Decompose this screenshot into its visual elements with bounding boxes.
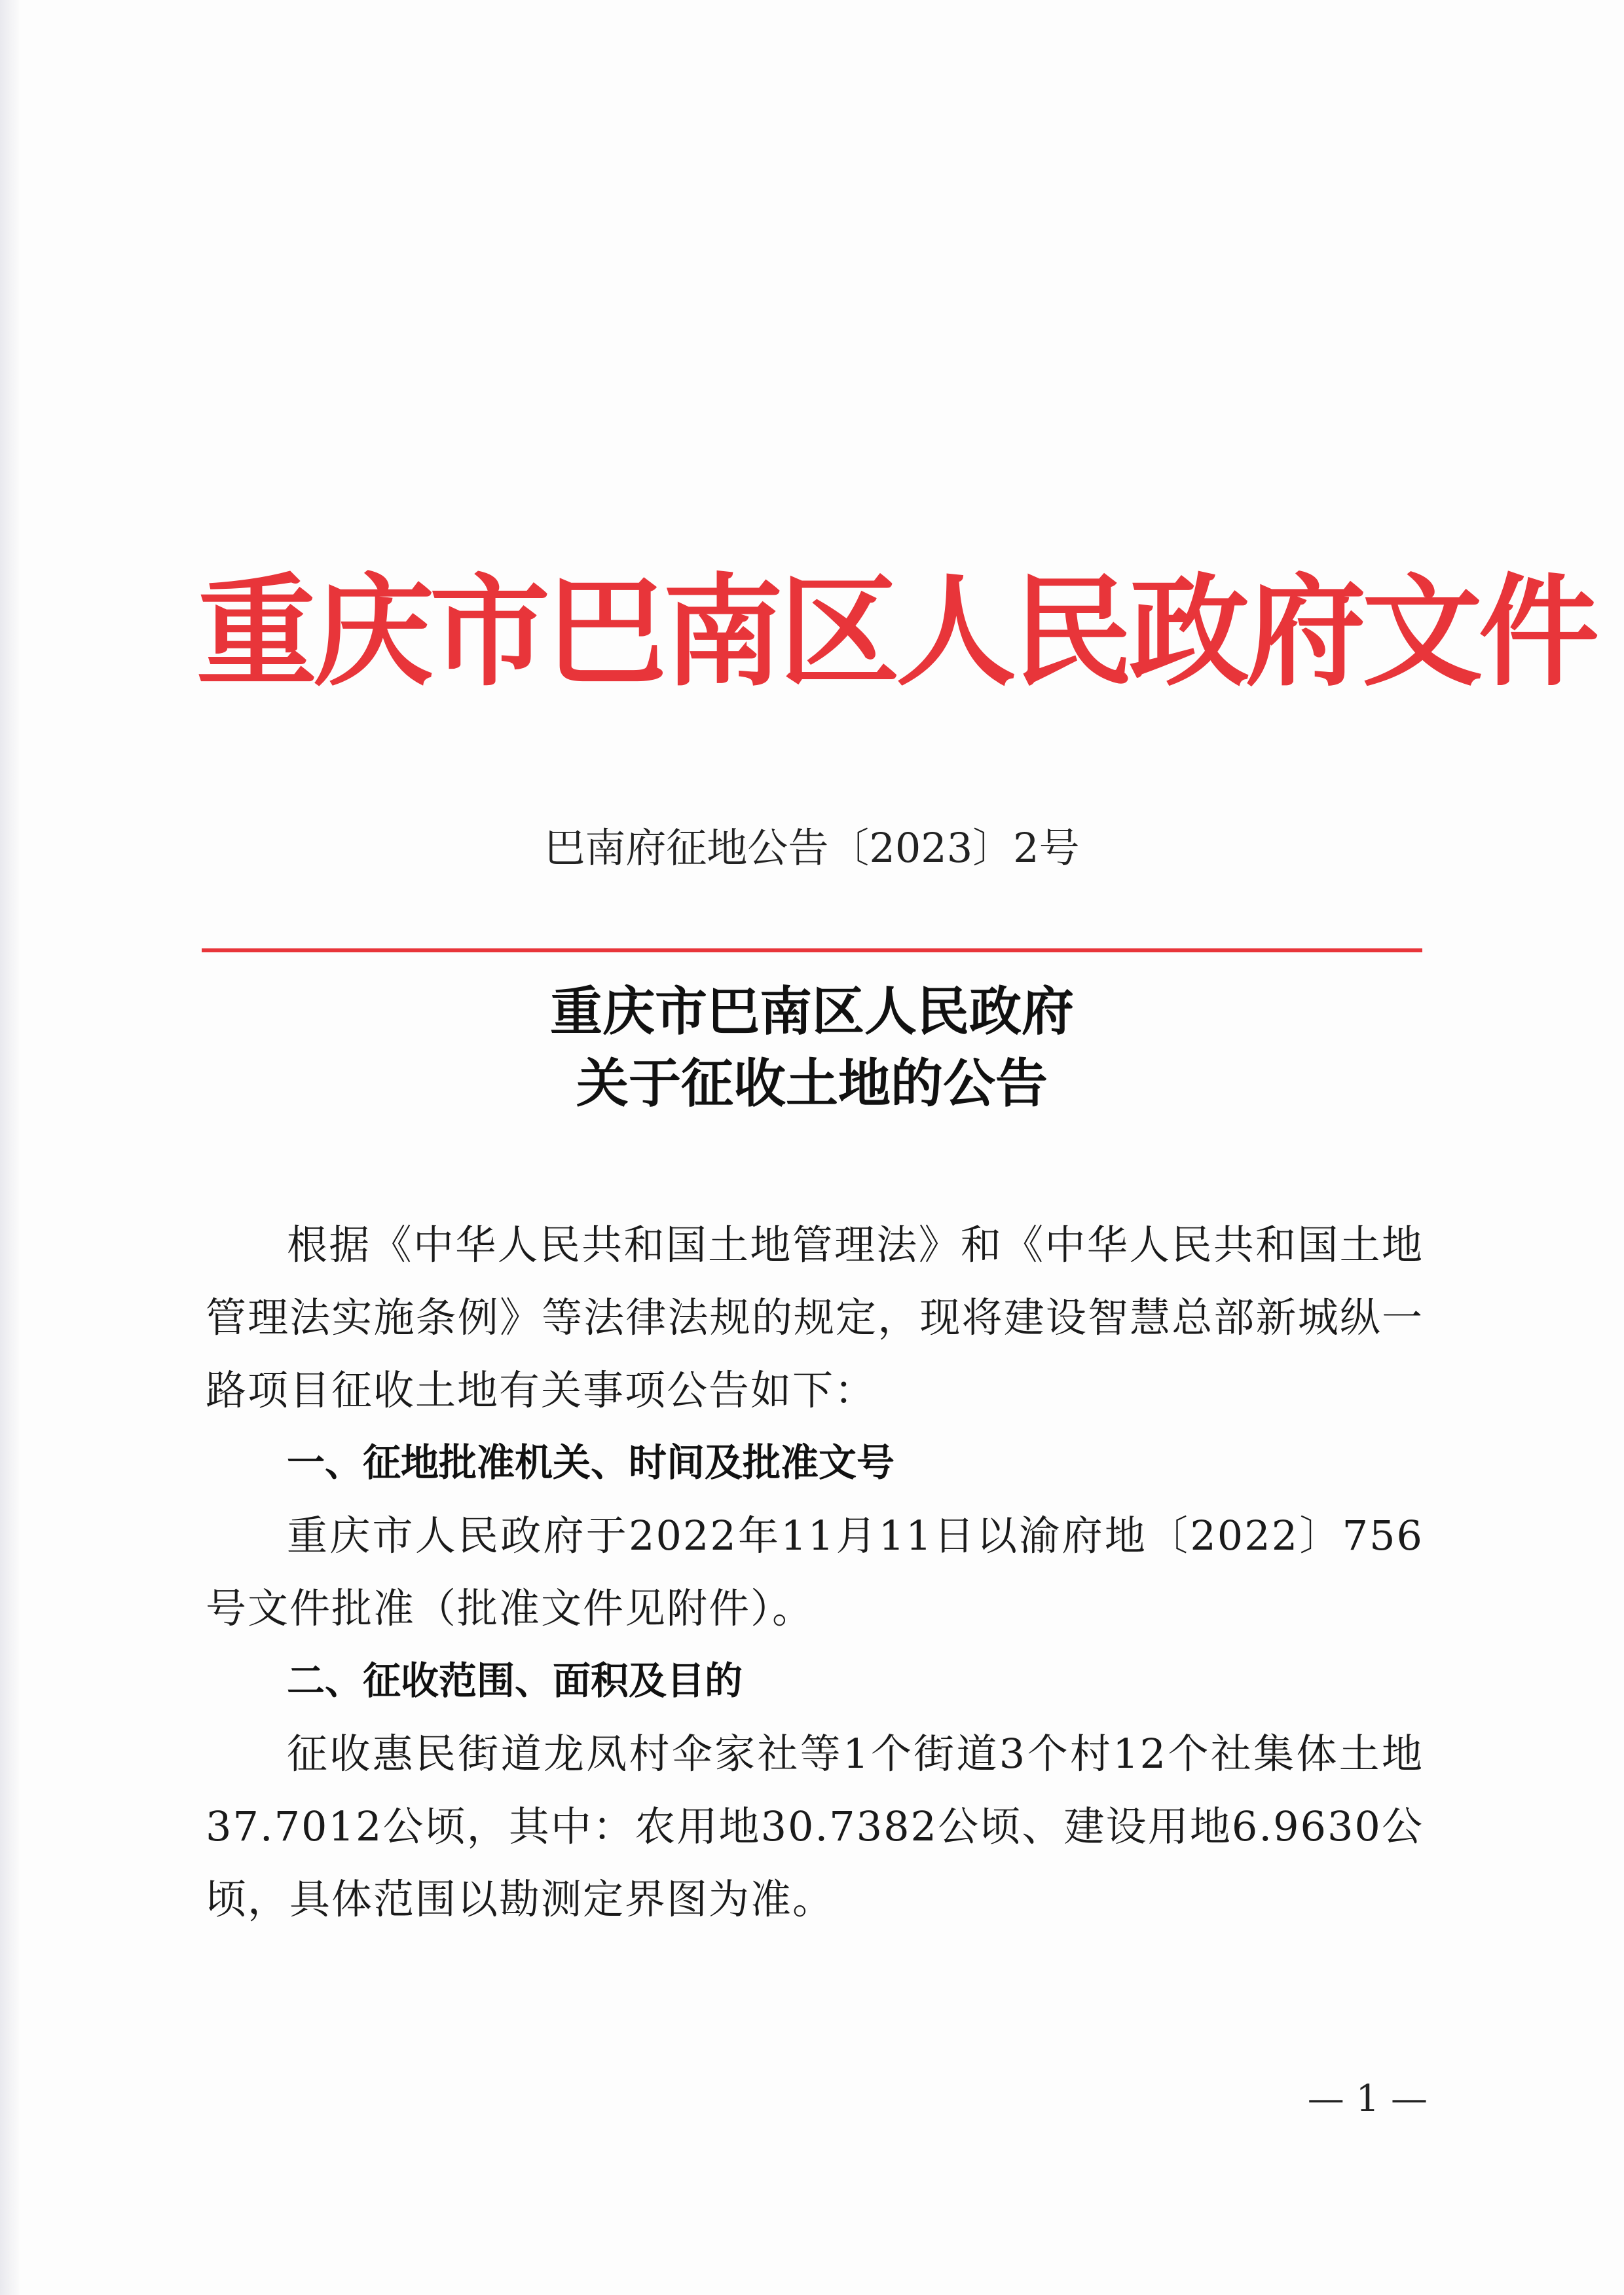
document-number: 巴南府征地公告〔2023〕2号 <box>544 824 1080 872</box>
section-1-paragraph: 重庆市人民政府于2022年11月11日以渝府地〔2022〕756号文件批准（批准文件见附件）。 <box>206 1512 1424 1632</box>
masthead: 重庆市巴南区人民政府文件 <box>196 561 1596 703</box>
scan-edge-shadow <box>0 0 20 2295</box>
intro-paragraph: 根据《中华人民共和国土地管理法》和《中华人民共和国土地管理法实施条例》等法律法规的规定，现将建设智慧总部新城纵一路项目征收土地有关事项公告如下： <box>206 1221 1424 1414</box>
red-divider-line <box>202 948 1422 952</box>
page-number: — 1 — <box>1307 2078 1428 2120</box>
title-line-1: 重庆市巴南区人民政府 <box>550 981 1074 1042</box>
section-2-heading: 二、征收范围、面积及目的 <box>287 1658 743 1703</box>
section-1-heading: 一、征地批准机关、时间及批准文号 <box>287 1440 895 1485</box>
section-2-paragraph: 征收惠民街道龙凤村伞家社等1个街道3个村12个社集体土地37.7012公顷，其中：农用地30.7382公顷、建设用地6.9630公顷，具体范围以勘测定界图为准。 <box>206 1730 1424 1923</box>
title-line-2: 关于征收土地的公告 <box>576 1053 1048 1114</box>
document-title <box>196 976 1428 1120</box>
document-body <box>206 1208 1424 1935</box>
